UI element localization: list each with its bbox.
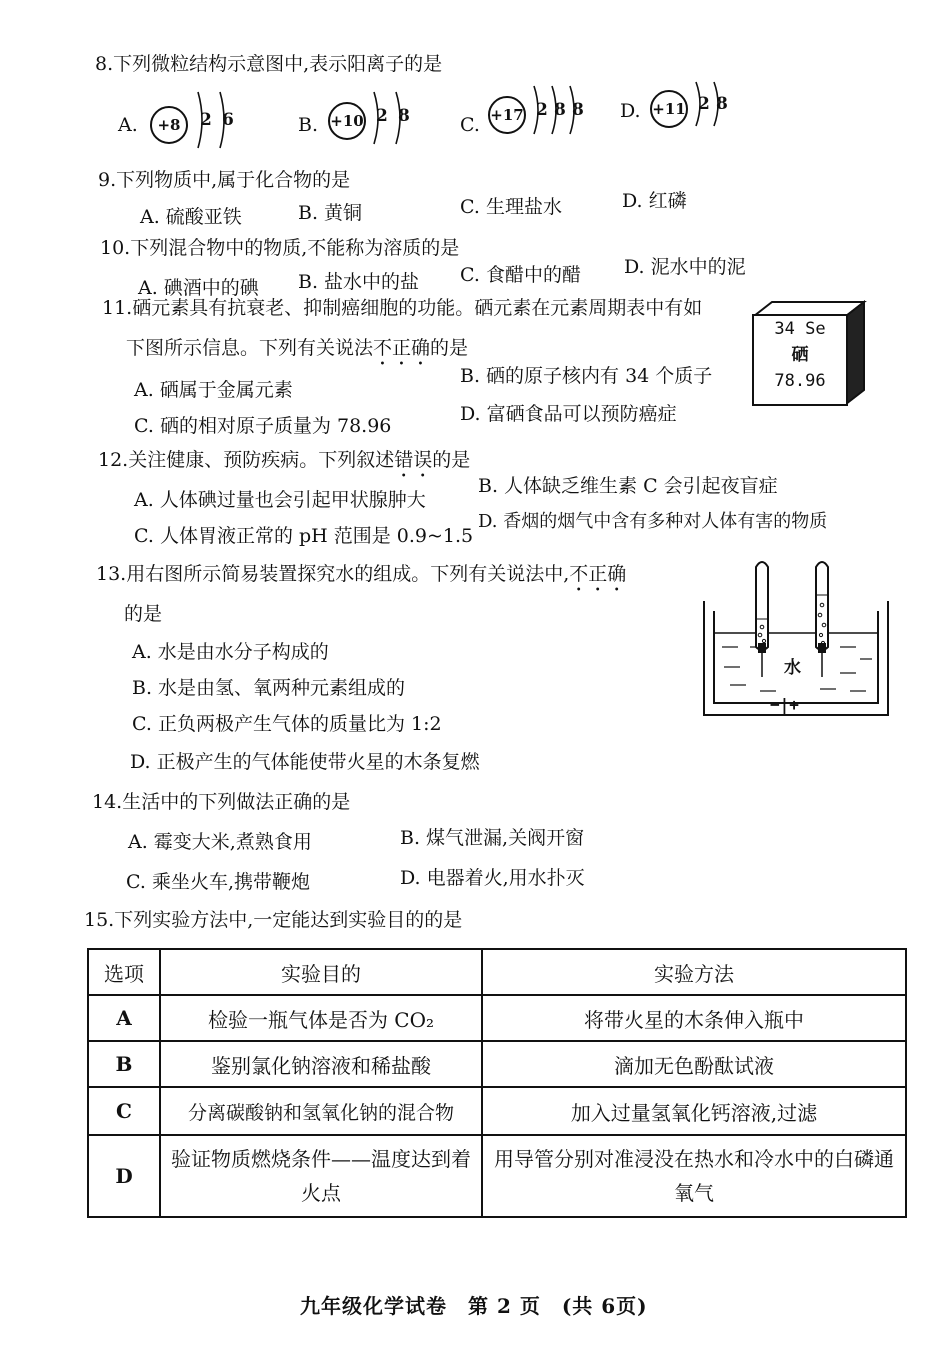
q8-option-c-label: C. <box>460 114 480 136</box>
element-symbol: Se <box>805 319 826 339</box>
nucleus-d: +11 <box>650 90 688 128</box>
shell-c-3: 8 <box>572 100 584 120</box>
q12-option-a: A. 人体碘过量也会引起甲状腺肿大 <box>134 489 426 511</box>
q15-stem: 15.下列实验方法中,一定能达到实验目的的是 <box>84 909 463 931</box>
element-card-front <box>752 314 848 406</box>
q12-stem-part-a: 12.关注健康、预防疾病。下列叙述 <box>98 449 395 471</box>
q11-option-a: A. 硒属于金属元素 <box>134 379 293 401</box>
q13-stem <box>96 562 626 596</box>
row-purpose: 鉴别氯化钠溶液和稀盐酸 <box>160 1041 482 1087</box>
q9-option-b: B. 黄铜 <box>298 202 363 224</box>
row-purpose: 分离碳酸钠和氢氧化钠的混合物 <box>160 1087 482 1135</box>
shell-c-1: 2 <box>536 100 548 120</box>
q8-option-b-label: B. <box>298 114 319 136</box>
q14-option-d: D. 电器着火,用水扑灭 <box>400 867 585 889</box>
q13-option-a: A. 水是由水分子构成的 <box>132 641 329 663</box>
q12-option-c: C. 人体胃液正常的 pH 范围是 0.9~1.5 <box>134 525 474 547</box>
q8-option-d <box>620 88 750 148</box>
q10-option-a: A. 碘酒中的碘 <box>138 277 259 299</box>
q13-stem-part-a: 13.用右图所示简易装置探究水的组成。下列有关说法中, <box>96 563 570 585</box>
q13-stem-line2: 的是 <box>124 603 163 625</box>
q11-option-d: D. 富硒食品可以预防癌症 <box>460 403 677 425</box>
row-key: C <box>88 1087 160 1135</box>
q13-option-c: C. 正负两极产生气体的质量比为 1:2 <box>132 713 442 735</box>
row-key: B <box>88 1041 160 1087</box>
table-row <box>88 1041 906 1087</box>
q11-option-c: C. 硒的相对原子质量为 78.96 <box>134 415 392 437</box>
battery-label: −|+ <box>770 695 799 714</box>
shell-d-1: 2 <box>698 94 710 114</box>
row-method: 加入过量氢氧化钙溶液,过滤 <box>482 1087 906 1135</box>
element-mass: 78.96 <box>774 371 826 391</box>
table-header-row <box>88 949 906 995</box>
q12-stem-part-b: 的是 <box>432 449 471 471</box>
header-purpose: 实验目的 <box>160 949 482 995</box>
q12-stem-emphasis: 错误 <box>394 449 433 471</box>
row-key: A <box>88 995 160 1041</box>
q9-stem: 9.下列物质中,属于化合物的是 <box>98 169 351 191</box>
q8-option-c <box>460 88 610 148</box>
q9-option-c: C. 生理盐水 <box>460 196 562 218</box>
q13-option-d: D. 正极产生的气体能使带火星的木条复燃 <box>130 751 480 773</box>
shell-a-2: 6 <box>222 110 234 130</box>
q8-option-a <box>118 88 258 148</box>
nucleus-a: +8 <box>150 106 188 144</box>
element-number-symbol <box>754 316 846 342</box>
q11-stem-part-b: 的是 <box>430 337 469 359</box>
shell-b-2: 8 <box>398 106 410 126</box>
q13-stem-emphasis: 不正确 <box>569 563 627 585</box>
row-method: 滴加无色酚酞试液 <box>482 1041 906 1087</box>
header-method: 实验方法 <box>482 949 906 995</box>
shell-c-2: 8 <box>554 100 566 120</box>
q9-option-d: D. 红磷 <box>622 190 687 212</box>
table-row <box>88 1087 906 1135</box>
q10-option-c: C. 食醋中的醋 <box>460 264 581 286</box>
shell-d-2: 8 <box>716 94 728 114</box>
page-footer: 九年级化学试卷 第 2 页 (共 6页) <box>300 1294 648 1318</box>
q11-stem-emphasis: 不正确 <box>373 337 431 359</box>
row-key: D <box>88 1135 160 1217</box>
selenium-element-card <box>752 300 878 408</box>
q11-stem-part-a: 下图所示信息。下列有关说法 <box>126 337 374 359</box>
element-name: 硒 <box>791 345 809 365</box>
header-option: 选项 <box>88 949 160 995</box>
q8-stem: 8.下列微粒结构示意图中,表示阳离子的是 <box>95 53 443 75</box>
row-method: 用导管分别对准浸没在热水和冷水中的白磷通氧气 <box>482 1135 906 1217</box>
q10-option-d: D. 泥水中的泥 <box>624 256 746 278</box>
water-label: 水 <box>784 658 801 678</box>
q11-stem-line2 <box>126 336 468 370</box>
shell-b-1: 2 <box>376 106 388 126</box>
shell-a-1: 2 <box>200 110 212 130</box>
q9-option-a: A. 硫酸亚铁 <box>140 206 242 228</box>
q11-stem-line1: 11.硒元素具有抗衰老、抑制癌细胞的功能。硒元素在元素周期表中有如 <box>102 297 703 319</box>
q12-option-b: B. 人体缺乏维生素 C 会引起夜盲症 <box>478 475 778 497</box>
row-purpose: 验证物质燃烧条件——温度达到着火点 <box>160 1135 482 1217</box>
table-row <box>88 1135 906 1217</box>
nucleus-b: +10 <box>328 102 366 140</box>
q8-option-b <box>298 88 438 148</box>
q12-option-d: D. 香烟的烟气中含有多种对人体有害的物质 <box>478 511 828 532</box>
nucleus-c: +17 <box>488 96 526 134</box>
table-row <box>88 995 906 1041</box>
q8-option-d-label: D. <box>620 100 641 122</box>
q12-stem <box>98 448 470 482</box>
q14-option-c: C. 乘坐火车,携带鞭炮 <box>126 871 310 893</box>
experiment-table <box>87 948 907 1218</box>
q14-option-a: A. 霉变大米,煮熟食用 <box>128 831 312 853</box>
q13-option-b: B. 水是由氢、氧两种元素组成的 <box>132 677 406 699</box>
row-purpose: 检验一瓶气体是否为 CO₂ <box>160 995 482 1041</box>
q10-option-b: B. 盐水中的盐 <box>298 271 420 293</box>
q8-option-a-label: A. <box>118 114 138 136</box>
q10-stem: 10.下列混合物中的物质,不能称为溶质的是 <box>100 237 460 259</box>
electrolysis-apparatus <box>700 555 895 725</box>
element-number: 34 <box>774 319 795 339</box>
q14-stem: 14.生活中的下列做法正确的是 <box>92 791 351 813</box>
row-method: 将带火星的木条伸入瓶中 <box>482 995 906 1041</box>
q11-option-b: B. 硒的原子核内有 34 个质子 <box>460 365 713 387</box>
q14-option-b: B. 煤气泄漏,关阀开窗 <box>400 827 585 849</box>
